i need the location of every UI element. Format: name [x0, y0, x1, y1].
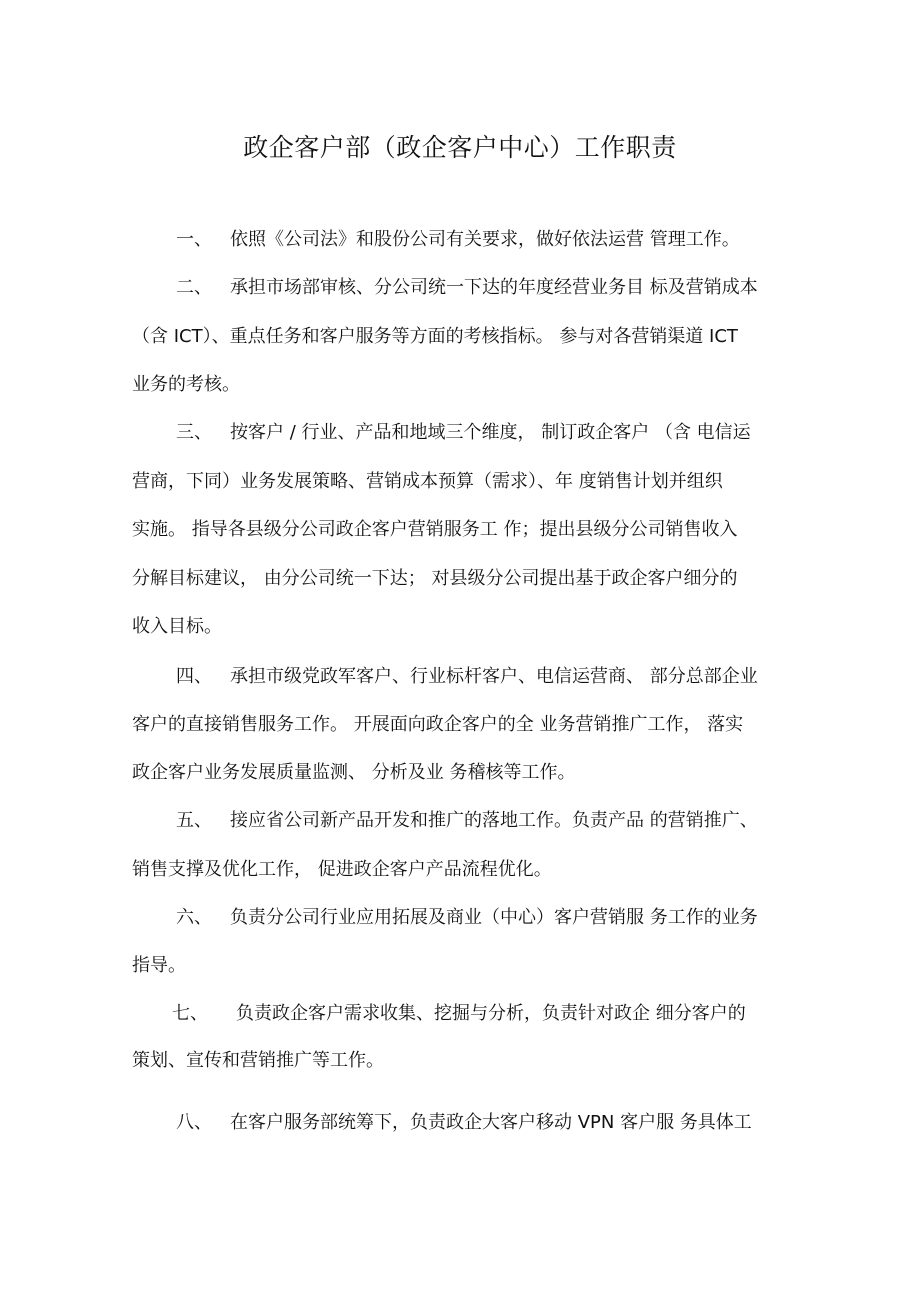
paragraph-7-line-2: 策划、宣传和营销推广等工作。	[132, 1050, 384, 1071]
paragraph-3-line-3: 实施。 指导各县级分公司政企客户营销服务工 作；提出县级分公司销售收入	[132, 519, 738, 540]
paragraph-3-line-2: 营商，下同）业务发展策略、营销成本预算（需求）、年 度销售计划并组织	[132, 471, 723, 492]
paragraph-text: 在客户服务部统筹下，负责政企大客户移动 VPN 客户服 务具体工	[230, 1112, 752, 1133]
paragraph-text: 负责分公司行业应用拓展及商业（中心）客户营销服 务工作的业务	[230, 907, 758, 928]
paragraph-4-line-2: 客户的直接销售服务工作。 开展面向政企客户的全 业务营销推广工作， 落实	[132, 714, 744, 735]
paragraph-3-line-4: 分解目标建议， 由分公司统一下达； 对县级分公司提出基于政企客户细分的	[132, 568, 738, 589]
paragraph-5-line-2: 销售支撑及优化工作， 促进政企客户产品流程优化。	[132, 859, 552, 880]
paragraph-4-line-1	[132, 662, 792, 692]
paragraph-5-line-1	[132, 806, 792, 836]
paragraph-2-line-3: 业务的考核。	[132, 374, 240, 395]
paragraph-text: 承担市级党政军客户、行业标杆客户、电信运营商、 部分总部企业	[230, 666, 758, 687]
paragraph-2-line-1	[132, 273, 792, 303]
paragraph-7-line-1	[132, 999, 792, 1029]
paragraph-number: 七、	[172, 1003, 208, 1024]
paragraph-8-line-1	[132, 1108, 792, 1138]
paragraph-number: 三、	[176, 422, 212, 443]
paragraph-6-line-1	[132, 903, 792, 933]
paragraph-number: 八、	[176, 1112, 212, 1133]
paragraph-number: 二、	[176, 277, 212, 298]
paragraph-number: 四、	[176, 666, 212, 687]
paragraph-text: 承担市场部审核、分公司统一下达的年度经营业务目 标及营销成本	[230, 277, 758, 298]
paragraph-text: 接应省公司新产品开发和推广的落地工作。负责产品 的营销推广、	[230, 810, 758, 831]
paragraph-number: 六、	[176, 907, 212, 928]
paragraph-1-line-1	[132, 225, 792, 255]
paragraph-text: 负责政企客户需求收集、挖掘与分析，负责针对政企 细分客户的	[236, 1003, 746, 1024]
page-title: 政企客户部（政企客户中心）工作职责	[243, 133, 677, 162]
paragraph-6-line-2: 指导。	[132, 955, 186, 976]
paragraph-text: 按客户 / 行业、产品和地域三个维度， 制订政企客户 （含 电信运	[230, 422, 751, 443]
paragraph-4-line-3: 政企客户业务发展质量监测、 分析及业 务稽核等工作。	[132, 762, 576, 783]
paragraph-2-line-2: （含 ICT）、重点任务和客户服务等方面的考核指标。 参与对各营销渠道 ICT	[132, 326, 738, 347]
paragraph-number: 五、	[176, 810, 212, 831]
paragraph-text: 依照《公司法》和股份公司有关要求，做好依法运营 管理工作。	[230, 229, 740, 250]
paragraph-number: 一、	[176, 229, 212, 250]
paragraph-3-line-5: 收入目标。	[132, 616, 222, 637]
paragraph-3-line-1	[132, 418, 792, 448]
